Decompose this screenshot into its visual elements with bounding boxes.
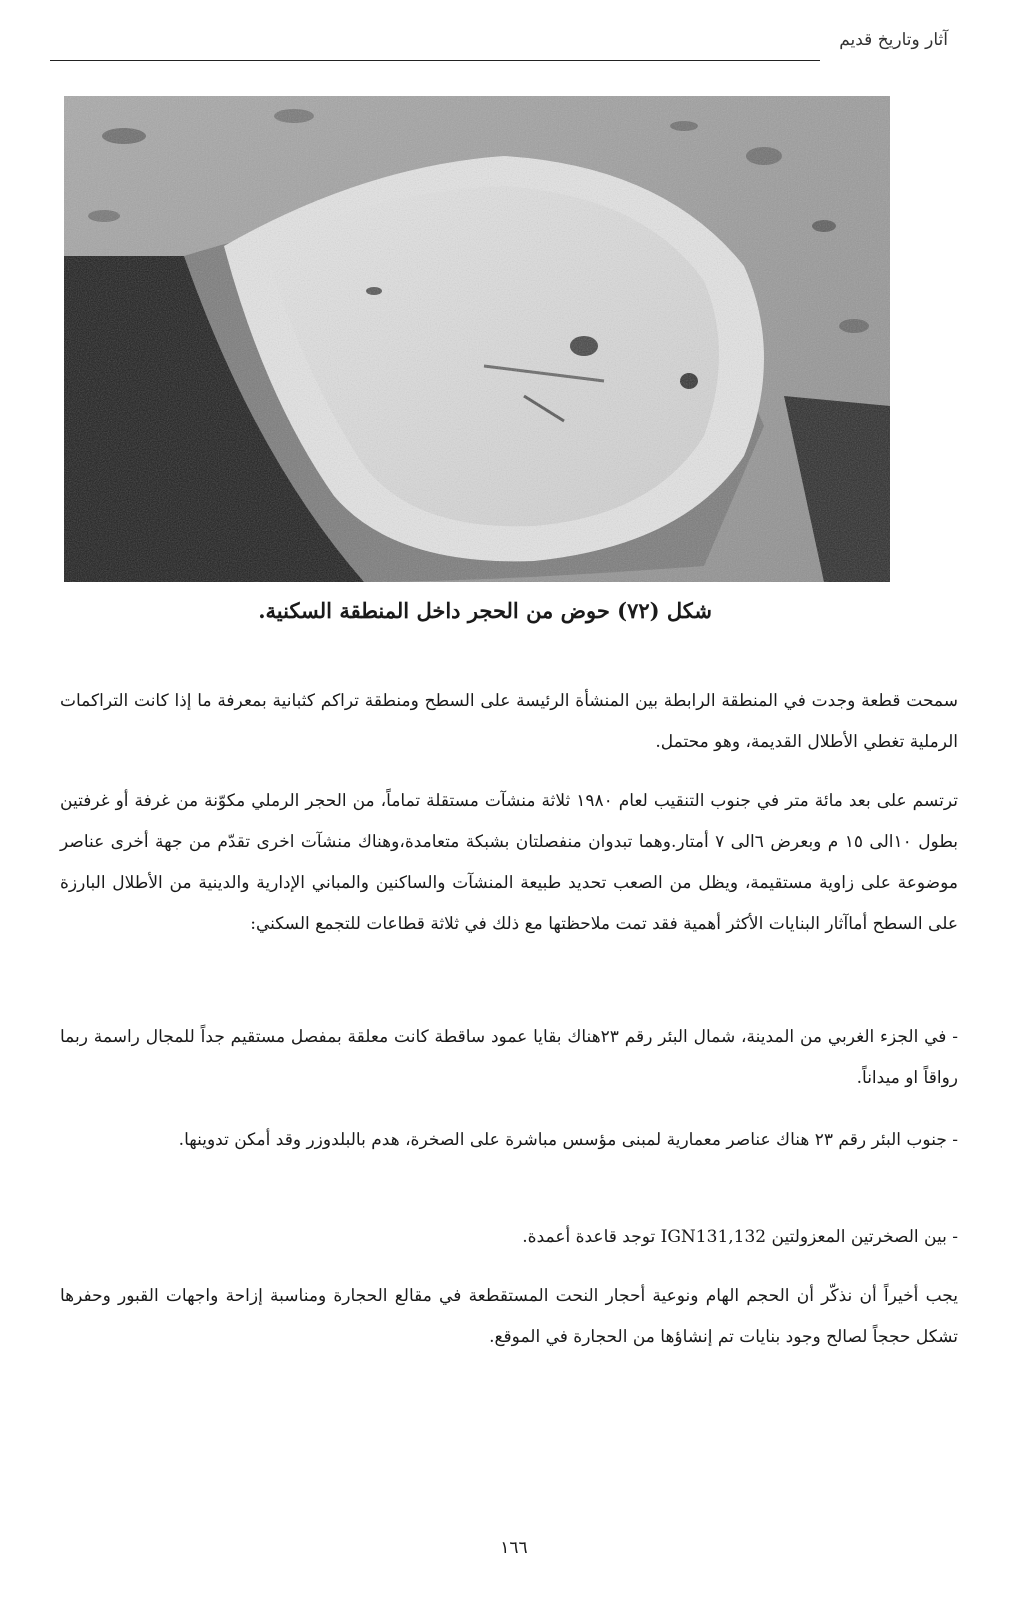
figure-caption: شكل (٧٢) حوض من الحجر داخل المنطقة السكنية. bbox=[258, 598, 712, 623]
header-rule bbox=[50, 60, 820, 61]
paragraph: يجب أخيراً أن نذكّر أن الحجم الهام ونوعية أحجار النحت المستقطعة في مقالع الحجارة ومناسبة إزاحة واجهات القبور وحفرها تشكل حججاً لصالح وجود بنايات تم إنشاؤها من الحجارة في الموقع. bbox=[60, 1286, 958, 1347]
page-number: ١٦٦ bbox=[500, 1538, 528, 1558]
list-item: - بين الصخرتين المعزولتين IGN131,132 توجد قاعدة أعمدة. bbox=[522, 1227, 958, 1247]
list-item: - في الجزء الغربي من المدينة، شمال البئر رقم ٢٣هناك بقايا عمود ساقطة كانت معلقة بمفصل مستقيم جداً للمجال راسمة ربما رواقاً او ميداناً. bbox=[60, 1027, 958, 1088]
running-header: آثار وتاريخ قديم bbox=[839, 30, 948, 50]
paragraph: سمحت قطعة وجدت في المنطقة الرابطة بين المنشأة الرئيسة على السطح ومنطقة تراكم كثبانية بمعرفة ما إذا كانت التراكمات الرملية تغطي الأطلال القديمة، وهو محتمل. bbox=[60, 691, 958, 752]
list-item: - جنوب البئر رقم ٢٣ هناك عناصر معمارية لمبنى مؤسس مباشرة على الصخرة، هدم بالبلدوزر وقد أمكن تدوينها. bbox=[178, 1130, 958, 1150]
paragraph: ترتسم على بعد مائة متر في جنوب التنقيب لعام ١٩٨٠ ثلاثة منشآت مستقلة تماماً، من الحجر الرملي مكوّنة من غرفة أو غرفتين بطول ١٠الى ١٥ م وبعرض ٦الى ٧ أمتار.وهما تبدوان منفصلتان بشبكة متعامدة،وهناك منشآت اخرى تقدّم من جهة أخرى عناصر موضوعة على زاوية مستقيمة، ويظل من الصعب تحديد طبيعة المنشآت والساكنين والمباني الإدارية والدينية من الأطلال البارزة على السطح أماآثار البنايات الأكثر أهمية فقد تمت ملاحظتها مع ذلك في ثلاثة قطاعات للتجمع السكني: bbox=[60, 791, 959, 934]
figure-photo-stone-basin bbox=[64, 96, 890, 582]
stone-basin-photo bbox=[64, 96, 890, 582]
